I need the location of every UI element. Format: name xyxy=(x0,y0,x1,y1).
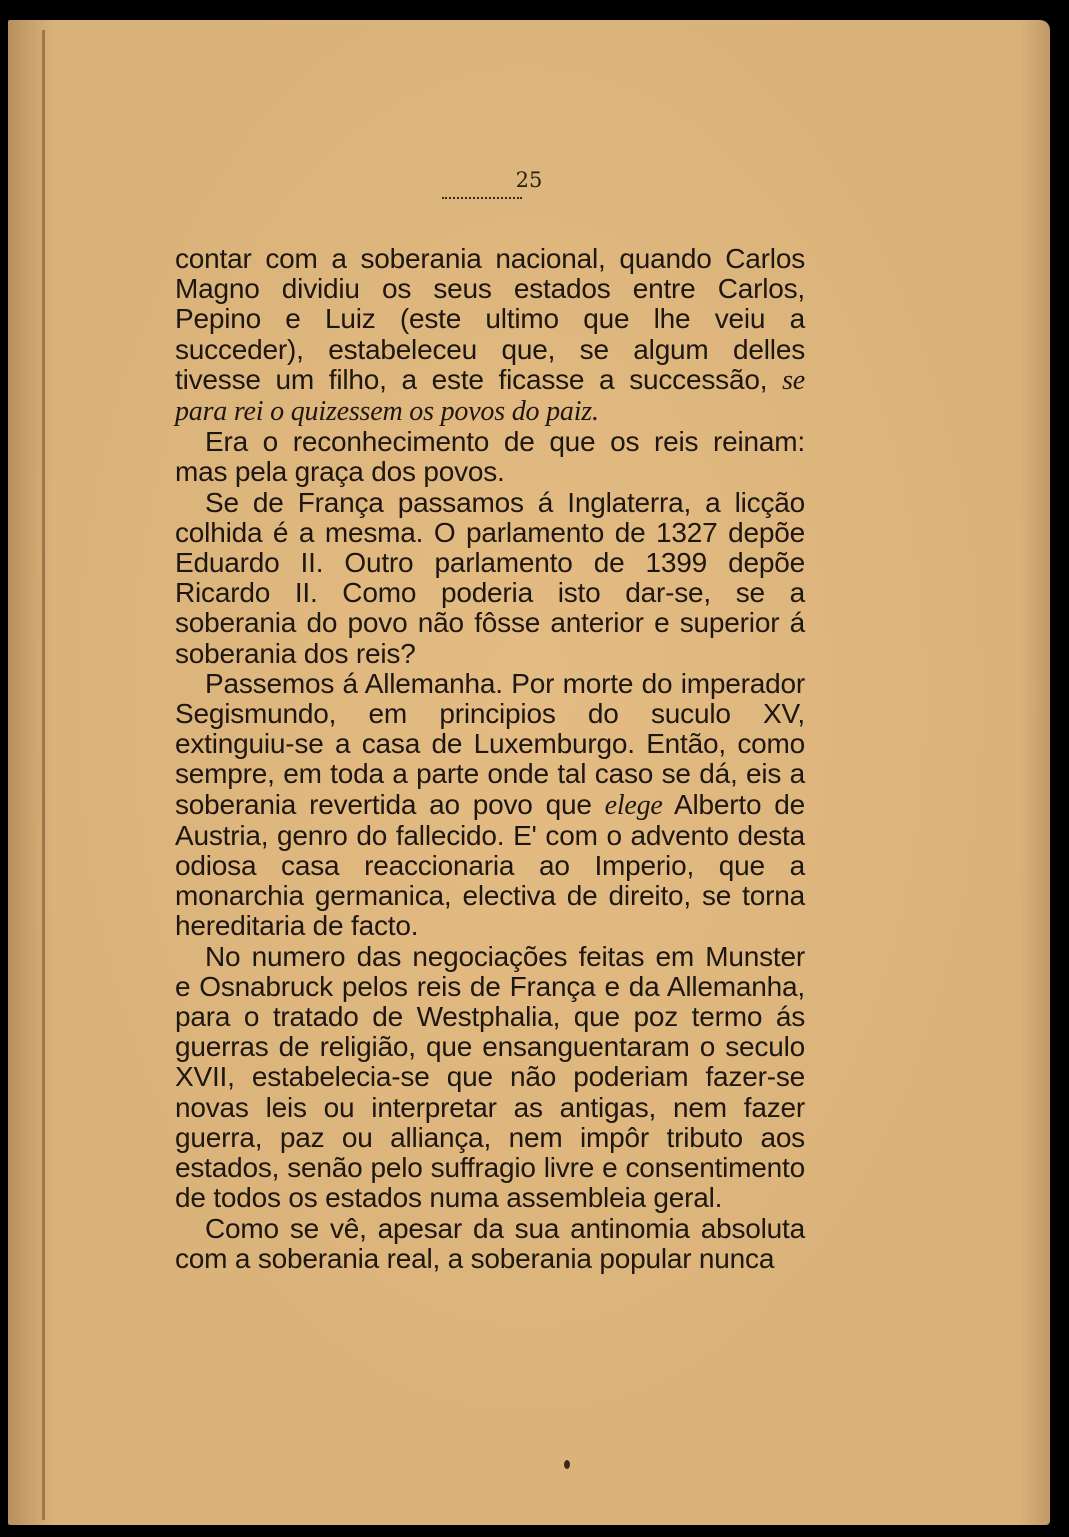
text-run: Passemos á Allemanha. Por morte do imperador Segismundo, em principios do suculo XV, extinguiu-se a casa de Luxemburgo. Então, como sempre, em toda a parte onde tal caso se dá, eis a soberania revertida ao povo que xyxy=(175,667,805,820)
text-run: Alberto de Austria, genro do fallecido. E' com o advento desta odiosa casa reaccionaria ao Imperio, que a monarchia germanica, electiva de direito, se torna hereditaria de facto. xyxy=(175,788,805,942)
text-run: Era o reconhecimento de que os reis reinam: mas pela graça dos povos. xyxy=(175,426,805,488)
paragraph xyxy=(175,669,805,942)
italic-run: se para rei o quizessem os povos do paiz. xyxy=(175,364,805,428)
paragraph xyxy=(175,942,805,1214)
paragraph xyxy=(175,244,805,427)
paragraph xyxy=(175,427,805,487)
text-run: No numero das negociações feitas em Munster e Osnabruck pelos reis de França e da Allemanha, para o tratado de Westphalia, que poz termo ás guerras de religião, que ensanguentaram o seculo XVII, estabelecia-se que não poderiam fazer-se novas leis ou interpretar as antigas, nem fazer guerra, paz ou alliança, nem impôr tributo aos estados, senão pelo suffragio livre e consentimento de todos os estados numa assembleia geral. xyxy=(175,940,805,1214)
ink-speck xyxy=(564,1460,570,1469)
paragraph xyxy=(175,1214,805,1274)
book-page xyxy=(8,20,1050,1525)
page-number: 25 xyxy=(515,168,543,192)
text-run: contar com a soberania nacional, quando Carlos Magno dividiu os seus estados entre Carlos, Pepino e Luiz (este ultimo que lhe veiu a succeder), estabeleceu que, se algum delles tivesse um filho, a este ficasse a successão, xyxy=(175,243,805,395)
italic-run: elege xyxy=(604,789,663,821)
page-number-rule xyxy=(442,197,522,199)
body-text xyxy=(175,244,805,1274)
text-run: Se de França passamos á Inglaterra, a licção colhida é a mesma. O parlamento de 1327 depõe Eduardo II. Outro parlamento de 1399 depõe Ricardo II. Como poderia isto dar-se, se a soberania do povo não fôsse anterior e superior á soberania dos reis? xyxy=(175,486,805,669)
text-run: Como se vê, apesar da sua antinomia absoluta com a soberania real, a soberania popular nunca xyxy=(175,1212,805,1274)
binding-gutter xyxy=(42,30,45,1520)
paragraph xyxy=(175,488,805,669)
